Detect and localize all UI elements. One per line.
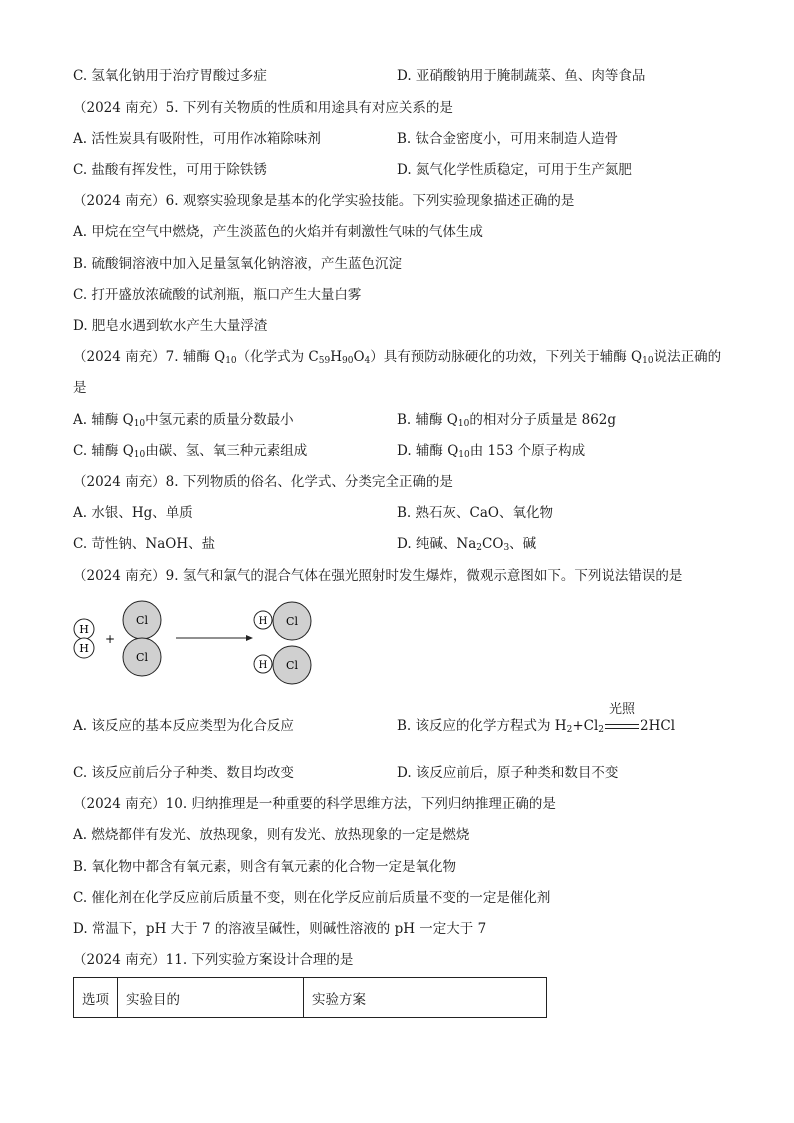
q5-option-a: A. 活性炭具有吸附性，可用作冰箱除味剂 xyxy=(73,131,321,147)
equation-condition: 光照 xyxy=(605,717,639,735)
q7-stem: （2024 南充）7. 辅酶 $Q_{10}$（化学式为 $C_{59}H_{90}O_4$）具有预防动脉硬化的功效，下列关于辅酶 $Q_{10}$说法正确的 xyxy=(73,349,722,366)
q10-option-c: C. 催化剂在化学反应前后质量不变，则在化学反应前后质量不变的一定是催化剂 xyxy=(73,890,551,906)
svg-text:H: H xyxy=(258,660,268,671)
header-option: 选项 xyxy=(74,978,118,1018)
cl2-molecule xyxy=(123,601,161,676)
reaction-diagram xyxy=(70,600,330,690)
header-plan: 实验方案 xyxy=(304,978,547,1018)
q4-option-c: C. 氢氧化钠用于治疗胃酸过多症 xyxy=(73,68,267,84)
hcl-molecule xyxy=(254,602,311,640)
svg-text:Cl: Cl xyxy=(286,659,298,672)
q7-option-b: B. 辅酶 $Q_{10}$的相对分子质量是 862g xyxy=(397,412,617,429)
q9-option-c: C. 该反应前后分子种类、数目均改变 xyxy=(73,765,294,781)
table-header-row xyxy=(74,978,547,1018)
q11-table xyxy=(73,977,547,1018)
q5-stem: （2024 南充）5. 下列有关物质的性质和用途具有对应关系的是 xyxy=(73,100,453,116)
q9-option-a: A. 该反应的基本反应类型为化合反应 xyxy=(73,718,294,734)
q10-option-d: D. 常温下，pH 大于 7 的溶液呈碱性，则碱性溶液的 pH 一定大于 7 xyxy=(73,921,487,937)
svg-text:Cl: Cl xyxy=(136,651,148,664)
q8-option-c: C. 苛性钠、NaOH、盐 xyxy=(73,536,216,552)
q6-option-d: D. 肥皂水遇到软水产生大量浮渣 xyxy=(73,318,268,334)
q6-option-c: C. 打开盛放浓硫酸的试剂瓶，瓶口产生大量白雾 xyxy=(73,287,362,303)
q10-stem: （2024 南充）10. 归纳推理是一种重要的科学思维方法，下列归纳推理正确的是 xyxy=(73,796,556,812)
q7-option-d: D. 辅酶 $Q_{10}$由 153 个原子构成 xyxy=(397,443,586,460)
q5-option-c: C. 盐酸有挥发性，可用于除铁锈 xyxy=(73,162,267,178)
arrow-head xyxy=(246,635,253,641)
q4-option-d: D. 亚硝酸钠用于腌制蔬菜、鱼、肉等食品 xyxy=(397,68,646,84)
q10-option-a: A. 燃烧都伴有发光、放热现象，则有发光、放热现象的一定是燃烧 xyxy=(73,827,470,843)
q7-stem-continued: 是 xyxy=(73,380,87,396)
plus-sign: + xyxy=(105,632,116,646)
q8-stem: （2024 南充）8. 下列物质的俗名、化学式、分类完全正确的是 xyxy=(73,474,453,490)
svg-text:Cl: Cl xyxy=(136,614,148,627)
h2-molecule xyxy=(74,619,94,658)
q8-option-a: A. 水银、Hg、单质 xyxy=(73,505,193,521)
q7-option-c: C. 辅酶 $Q_{10}$由碳、氢、氧三种元素组成 xyxy=(73,443,308,460)
svg-text:Cl: Cl xyxy=(286,615,298,628)
q6-option-a: A. 甲烷在空气中燃烧，产生淡蓝色的火焰并有刺激性气味的气体生成 xyxy=(73,224,483,240)
equals-sign xyxy=(605,724,639,729)
hcl-molecule xyxy=(254,646,311,684)
q9-stem: （2024 南充）9. 氢气和氯气的混合气体在强光照射时发生爆炸，微观示意图如下。下列说法错误的是 xyxy=(73,568,683,584)
q7-option-a: A. 辅酶 $Q_{10}$中氢元素的质量分数最小 xyxy=(73,412,294,429)
q6-stem: （2024 南充）6. 观察实验现象是基本的化学实验技能。下列实验现象描述正确的是 xyxy=(73,193,575,209)
q8-option-b: B. 熟石灰、CaO、氧化物 xyxy=(397,505,553,521)
header-purpose: 实验目的 xyxy=(118,978,304,1018)
svg-text:H: H xyxy=(258,616,268,627)
q6-option-b: B. 硫酸铜溶液中加入足量氢氧化钠溶液，产生蓝色沉淀 xyxy=(73,256,403,272)
q11-stem: （2024 南充）11. 下列实验方案设计合理的是 xyxy=(73,952,354,968)
q5-option-d: D. 氮气化学性质稳定，可用于生产氮肥 xyxy=(397,162,632,178)
svg-text:H: H xyxy=(79,642,89,655)
q9-option-d: D. 该反应前后，原子种类和数目不变 xyxy=(397,765,619,781)
q9-option-b: B. 该反应的化学方程式为 $H_2+Cl_2$ 光照 2HCl xyxy=(397,702,676,735)
q8-option-d: D. 纯碱、$Na_2CO_3$、碱 xyxy=(397,536,537,553)
svg-text:H: H xyxy=(79,623,89,636)
q5-option-b: B. 钛合金密度小，可用来制造人造骨 xyxy=(397,131,619,147)
q10-option-b: B. 氧化物中都含有氧元素，则含有氧元素的化合物一定是氧化物 xyxy=(73,859,457,875)
